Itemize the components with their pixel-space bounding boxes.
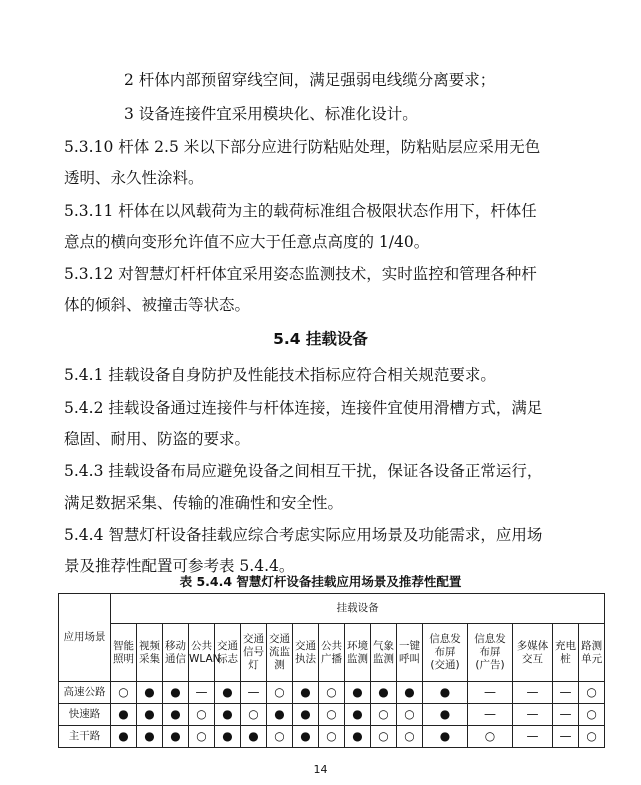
text-line: 3 设备连接件宜采用模块化、标准化设计。 [124, 105, 418, 123]
column-header-text: 灯 [248, 659, 259, 671]
config-cell: — [553, 726, 579, 748]
column-header-cell [137, 624, 163, 682]
config-cell: ● [423, 726, 468, 748]
section-heading: 5.4 挂载设备 [273, 330, 368, 348]
column-header-text: 智能 [113, 639, 134, 652]
config-cell: ○ [319, 704, 345, 726]
column-header-text: 多媒体 [516, 639, 549, 652]
column-header-text: 流监 [269, 646, 290, 658]
column-header-text: 交通 [243, 633, 264, 645]
config-cell: ● [111, 726, 137, 748]
column-header-text: 信息发 [429, 633, 461, 645]
column-header-text: 气象 [373, 639, 394, 652]
config-cell: ● [397, 682, 423, 704]
config-cell: — [513, 704, 553, 726]
config-cell: ● [293, 704, 319, 726]
table-row [59, 682, 605, 704]
config-cell: ● [137, 704, 163, 726]
column-header-text: 充电 [555, 639, 576, 652]
table-row [59, 726, 605, 748]
text-line: 5.3.12 对智慧灯杆杆体宜采用姿态监测技术，实时监控和管理各种杆 [64, 265, 537, 283]
page-number: 14 [313, 763, 328, 776]
config-cell: ○ [397, 704, 423, 726]
column-header-text: 视频 [139, 639, 160, 652]
text-line: 透明、永久性涂料。 [64, 169, 204, 187]
config-cell: ● [215, 726, 241, 748]
text-line: 意点的横向变形允许值不应大于任意点高度的 1/40。 [64, 233, 430, 251]
text-line: 5.3.10 杆体 2.5 米以下部分应进行防粘贴处理，防粘贴层应采用无色 [64, 138, 541, 156]
config-cell: ● [137, 726, 163, 748]
scene-cell: 主干路 [59, 726, 111, 748]
text-line: 体的倾斜、被撞击等状态。 [64, 296, 251, 314]
config-cell: ○ [579, 726, 605, 748]
config-cell: ○ [189, 704, 215, 726]
column-header-text: 布屏 [434, 646, 456, 658]
column-header-text: 信号 [243, 646, 264, 658]
column-header-text: 公共 [321, 639, 342, 652]
column-header-cell [267, 624, 293, 682]
config-cell: ○ [579, 704, 605, 726]
column-header-text: 通信 [165, 652, 186, 665]
column-header-cell [345, 624, 371, 682]
column-header-text: 执法 [295, 652, 316, 665]
config-cell: ● [137, 682, 163, 704]
config-cell: ● [111, 704, 137, 726]
column-header-text: 测 [274, 659, 285, 671]
column-header-cell [189, 624, 221, 682]
column-header-text: 布屏 [479, 646, 501, 658]
equipment-table [58, 593, 605, 748]
table-row [59, 704, 605, 726]
text-line: 景及推荐性配置可参考表 5.4.4。 [64, 557, 295, 575]
scene-cell: 高速公路 [59, 682, 111, 704]
config-cell: — [189, 682, 215, 704]
column-header-text: 交通 [269, 633, 290, 645]
config-cell: — [241, 682, 267, 704]
column-header-text: 监测 [347, 652, 368, 665]
config-cell: — [553, 682, 579, 704]
column-header-text: 一键 [399, 639, 420, 652]
text-line: 5.4.3 挂载设备布局应避免设备之间相互干扰，保证各设备正常运行， [64, 462, 543, 480]
column-header-text: 照明 [113, 652, 134, 665]
text-line: 5.4.1 挂载设备自身防护及性能技术指标应符合相关规范要求。 [64, 366, 496, 384]
column-header-cell [553, 624, 579, 682]
config-cell: ● [423, 704, 468, 726]
column-header-text: (广告) [475, 659, 505, 671]
config-cell: ● [163, 682, 189, 704]
config-cell: ○ [111, 682, 137, 704]
config-cell: ● [345, 704, 371, 726]
column-header-cell [371, 624, 397, 682]
column-header-cell [241, 624, 267, 682]
column-header-cell [215, 624, 241, 682]
config-cell: ○ [267, 726, 293, 748]
text-line: 5.4.4 智慧灯杆设备挂载应综合考虑实际应用场景及功能需求，应用场 [64, 526, 543, 544]
config-cell: ● [371, 682, 397, 704]
config-cell: ○ [468, 726, 513, 748]
group-header-cell: 挂载设备 [111, 594, 605, 624]
text-line: 5.4.2 挂载设备通过连接件与杆体连接，连接件宜使用滑槽方式，满足 [64, 399, 543, 417]
config-cell: ● [163, 726, 189, 748]
config-cell: ● [163, 704, 189, 726]
column-header-cell [468, 624, 513, 682]
column-header-text: 信息发 [474, 633, 506, 645]
text-line: 2 杆体内部预留穿线空间，满足强弱电线缆分离要求； [124, 71, 496, 89]
column-header-text: 广播 [321, 652, 342, 665]
column-header-cell [163, 624, 189, 682]
config-cell: ○ [371, 704, 397, 726]
config-cell: ● [293, 726, 319, 748]
column-header-text: 呼叫 [399, 652, 420, 665]
config-cell: ○ [371, 726, 397, 748]
config-cell: — [513, 682, 553, 704]
text-line: 稳固、耐用、防盗的要求。 [64, 430, 251, 448]
column-header-text: 交通 [217, 639, 238, 652]
config-cell: ● [215, 682, 241, 704]
column-header-cell [111, 624, 137, 682]
config-cell: ○ [319, 726, 345, 748]
column-header-text: WLAN [189, 652, 221, 665]
column-header-cell [397, 624, 423, 682]
scene-cell: 快速路 [59, 704, 111, 726]
column-header-text: 路测 [581, 639, 603, 652]
config-cell: ○ [397, 726, 423, 748]
config-cell: ● [215, 704, 241, 726]
config-cell: ● [345, 726, 371, 748]
column-header-cell [579, 624, 605, 682]
config-cell: ● [423, 682, 468, 704]
config-cell: ○ [267, 682, 293, 704]
text-line: 5.3.11 杆体在以风载荷为主的载荷标准组合极限状态作用下，杆体任 [64, 202, 537, 220]
config-cell: — [468, 682, 513, 704]
row-header-cell: 应用场景 [59, 594, 111, 682]
column-header-text: 交互 [522, 652, 543, 665]
config-cell: ○ [579, 682, 605, 704]
config-cell: — [468, 704, 513, 726]
column-header-text: 桩 [560, 652, 571, 665]
column-header-text: (交通) [430, 659, 460, 671]
config-cell: — [553, 704, 579, 726]
column-header-text: 交通 [295, 639, 316, 652]
column-header-text: 单元 [581, 652, 603, 665]
config-cell: ● [345, 682, 371, 704]
config-cell: ○ [241, 704, 267, 726]
column-header-cell [319, 624, 345, 682]
config-cell: ● [267, 704, 293, 726]
text-line: 满足数据采集、传输的准确性和安全性。 [64, 494, 344, 512]
column-header-text: 采集 [139, 652, 160, 665]
column-header-cell [513, 624, 553, 682]
table-caption: 表 5.4.4 智慧灯杆设备挂载应用场景及推荐性配置 [179, 574, 462, 589]
column-header-cell [293, 624, 319, 682]
column-header-cell [423, 624, 468, 682]
column-header-text: 移动 [165, 639, 186, 652]
config-cell: ● [293, 682, 319, 704]
column-header-text: 公共 [191, 639, 212, 652]
config-cell: — [513, 726, 553, 748]
config-cell: ● [241, 726, 267, 748]
column-header-text: 监测 [373, 652, 394, 665]
config-cell: ○ [319, 682, 345, 704]
column-header-text: 标志 [217, 652, 238, 665]
column-header-text: 环境 [347, 639, 368, 652]
config-cell: ○ [189, 726, 215, 748]
